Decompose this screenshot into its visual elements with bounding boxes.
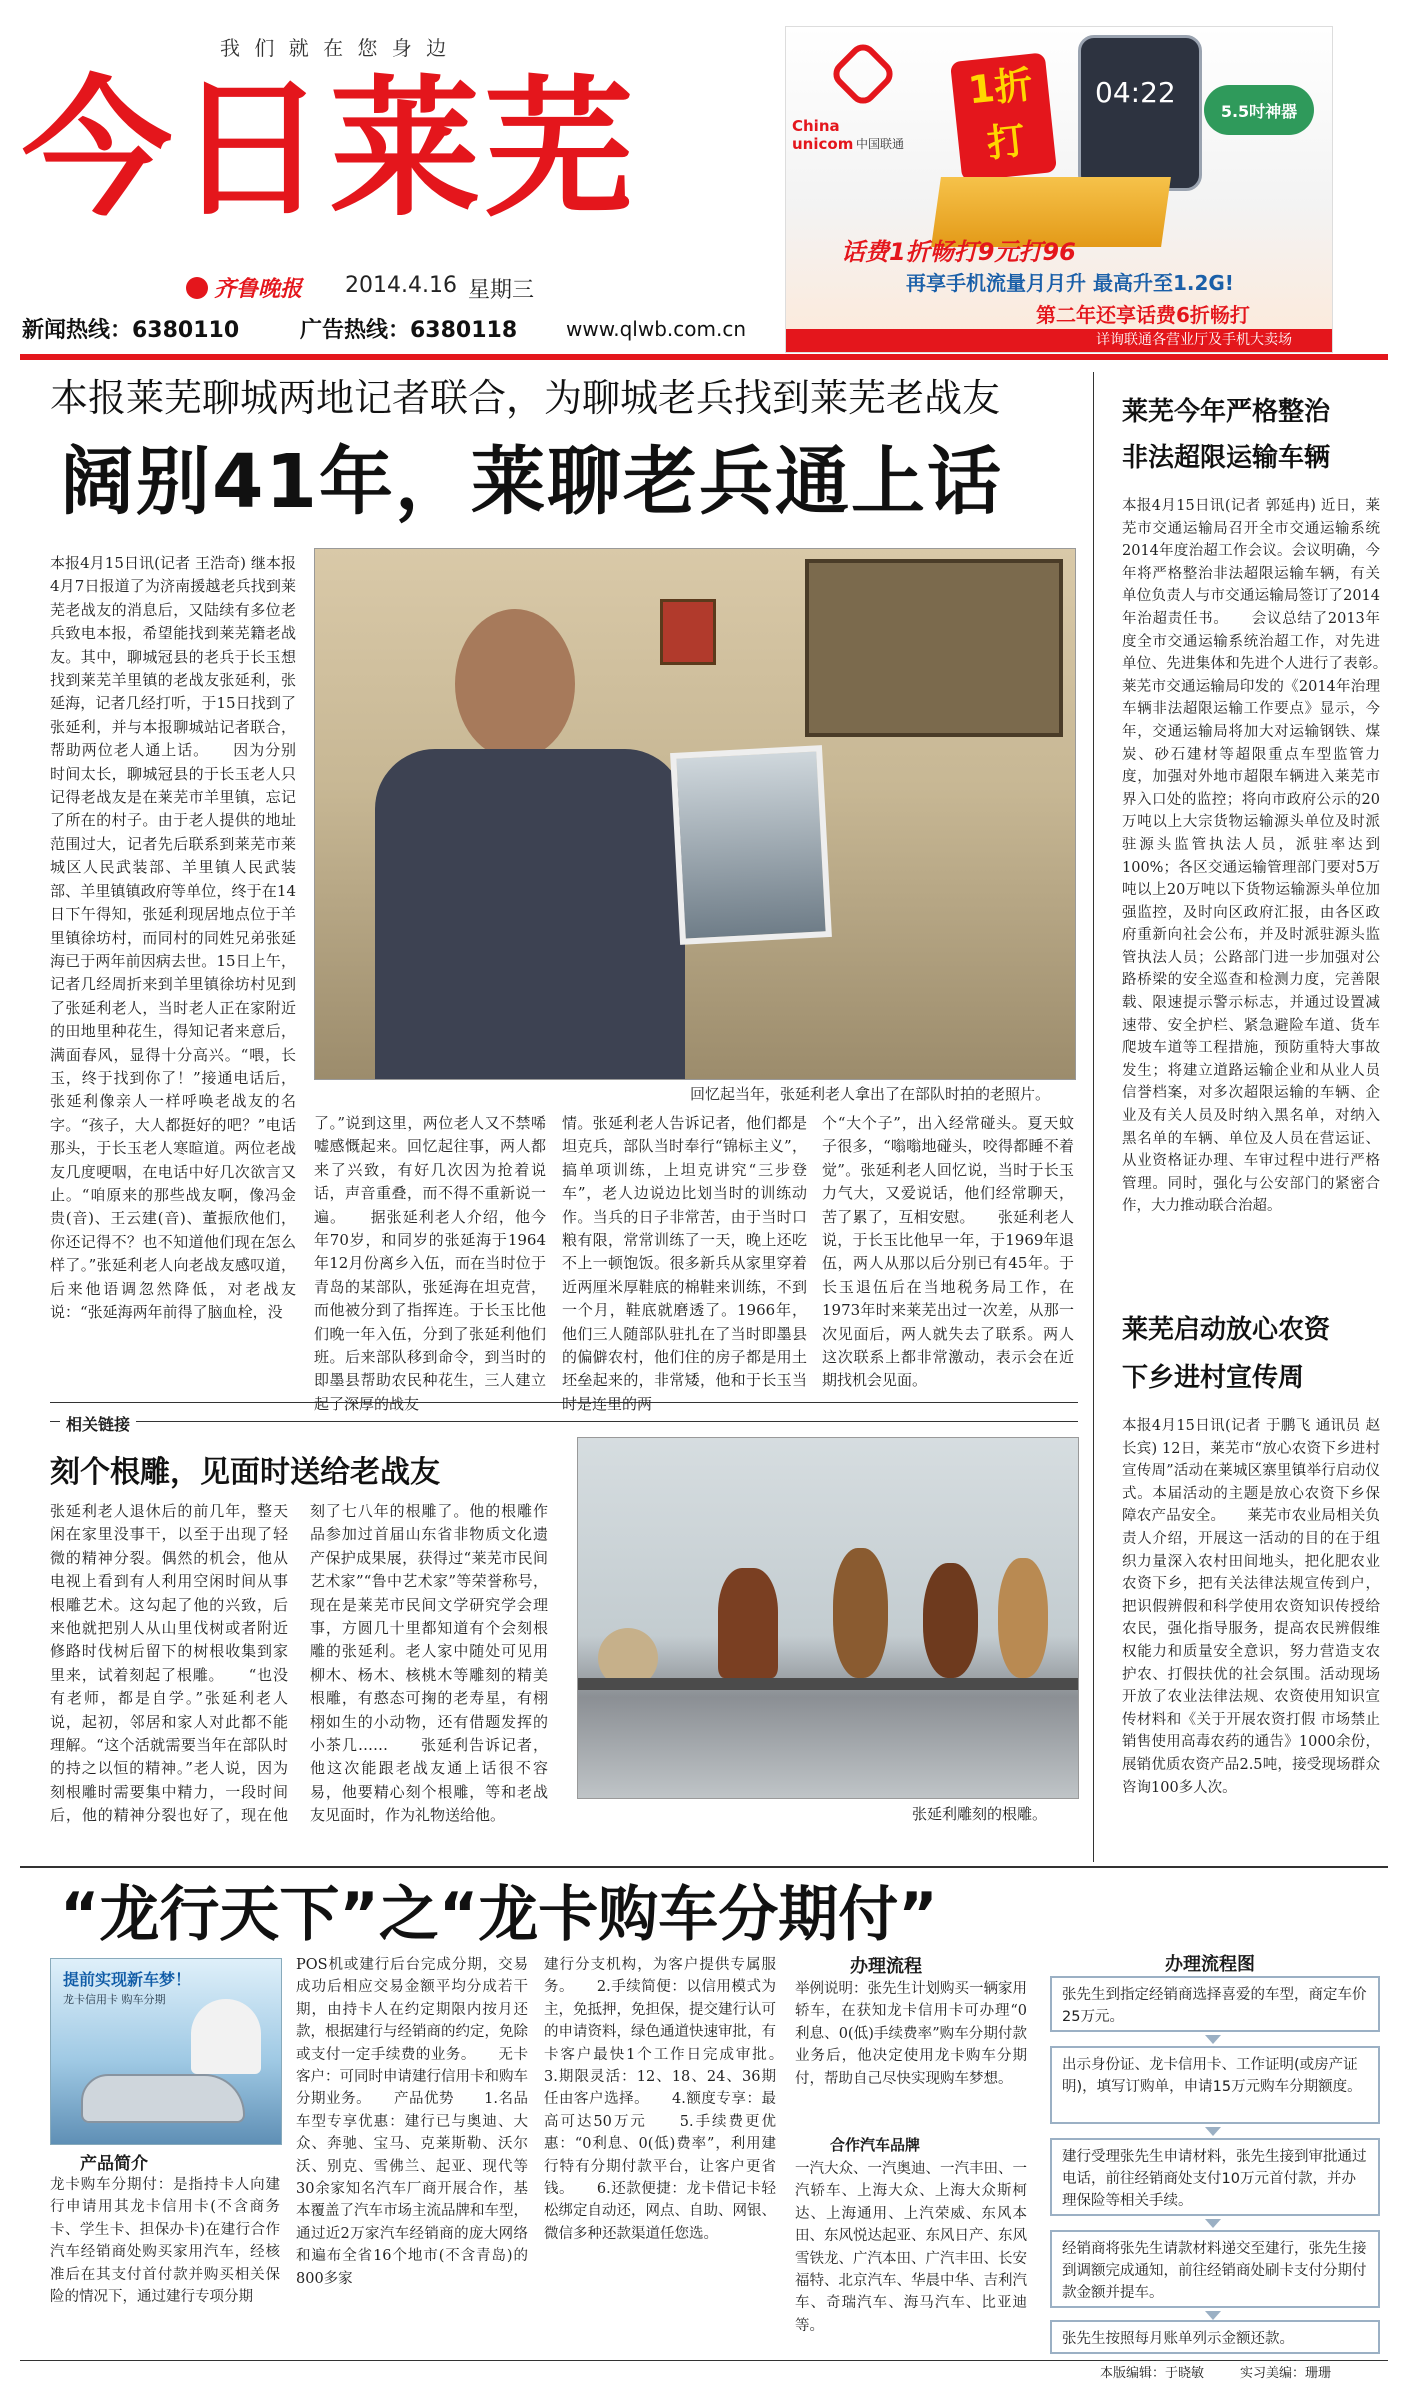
flow-arrow-1 [1205, 2035, 1221, 2044]
flow-arrow-3 [1205, 2219, 1221, 2228]
main-kicker: 本报莱芜聊城两地记者联合，为聊城老兵找到莱芜老战友 [50, 376, 1001, 420]
sidebar-story1-title-1: 莱芜今年严格整治 [1122, 397, 1331, 427]
unicom-logo-en: China unicom [792, 117, 854, 153]
ad-deal-3: 第二年还享话费6折畅打 [1036, 303, 1250, 327]
discount-badge: 1折 打 [950, 52, 1057, 181]
unicom-knot-icon [828, 39, 899, 110]
brand-name: 齐鲁晚报 [214, 276, 303, 302]
masthead-rule [20, 354, 1388, 360]
flow-step-5: 张先生按照每月账单列示金额还款。 [1050, 2320, 1380, 2354]
unicom-ad[interactable] [785, 26, 1333, 353]
related-label: 相关链接 [60, 1412, 136, 1435]
screen-size-badge: 5.5吋神器 [1204, 85, 1314, 135]
issue-date: 2014.4.16 [345, 273, 457, 298]
promo-sub: 龙卡信用卡 购车分期 [63, 1993, 166, 2006]
promo-title: 提前实现新车梦！ [63, 1970, 192, 1989]
masthead-title: 今日莱芜 [22, 63, 639, 237]
bank-col3: 建行分支机构，为客户提供专属服务。 2.手续简便：以信用模式为主，免抵押，免担保，提交建行认可的申请资料，绿色通道快速审批，有卡客户最快1个工作日完成审批。 3.期限灵活：12、18、24、36期任由客户选择。 4.额度专享：最高可达50万元 5.手续费更优惠：“0利息、0(低)费率”，利用建行特有分期付款平台，让客户更省钱。 6.还款便捷：龙卡借记卡轻松绑定自动还，网点、自助、网银、微信多种还款渠道任您选。 [544, 1957, 776, 2242]
bank-process-title: 办理流程 [850, 1956, 922, 1977]
sidebar-story1-body: 本报4月15日讯(记者 郭延冉) 近日，莱芜市交通运输局召开全市交通运输系统2014年度治超工作会议。会议明确，今年将严格整治非法超限运输车辆，有关单位负责人与市交通运输局签订了2014年治超责任书。 会议总结了2013年度全市交通运输系统治超工作，对先进单位、先进集体和先进个人进行了表彰。 莱芜市交通运输局印发的《2014年治理车辆非法超限运输工作要点》显示，今年，交通运输局将加大对运输钢铁、煤炭、砂石建材等超限重点车型监管力度，加强对外地市超限车辆进入莱芜市界入口处的监控；将向市政府公示的20万吨以上大宗货物运输源头单位及时派驻源头监管执法人员，派驻率达到100%；各区交通运输管理部门要对5万吨以上20万吨以下货物运输源头单位加强监控，及时向区政府汇报，由各区政府重新向社会公布，并及时派驻源头监管执法人员；公路部门进一步加强对公路桥梁的安全巡查和检测力度，完善限载、限速提示警示标志，并通过设置减速带、安全护栏、紧急避险车道、货车爬坡车道等工程措施，预防重特大事故发生；将建立道路运输企业和从业人员信誉档案，对多次超限运输的车辆、企业及有关人员及时纳入黑名单，对纳入黑名单的车辆、单位及人员在营运证、从业资格证办理、车审过程中进行严格管理。同时，强化与公安部门的紧密合作，大力推动联合治超。 [1122, 498, 1380, 1215]
related-col1: 张延利老人退休后的前几年，整天闲在家里没事干，以至于出现了轻微的精神分裂。偶然的机会，他从电视上看到有人利用空闲时间从事根雕艺术。这勾起了他的兴致，后来他就把别人从山里伐树或者附近修路时伐树后留下的树根收集到家里来，试着刻起了根雕。 “也没有老师，都是自学。”张延利老人说，起初，邻居和家人对此都不能理解。“这个活就需要当年在部队时的持之以恒的精神。”老人说，因为刻根雕时需要集中精力，一段时间后，他的精神分裂也好了，现在他 [50, 1502, 288, 1825]
flow-title: 办理流程图 [1165, 1954, 1255, 1975]
related-col2: 刻了七八年的根雕了。他的根雕作品参加过首届山东省非物质文化遗产保护成果展，获得过“莱芜市民间艺术家”“鲁中艺术家”等荣誉称号，现在是莱芜市民间文学研究学会理事，方圆几十里都知道有个会刻根雕的张延利。老人家中随处可见用柳木、杨木、核桃木等雕刻的精美根雕，有憨态可掬的老寿星，有栩栩如生的小动物，还有借题发挥的小茶几…… 张延利告诉记者，他这次能跟老战友通上话很不容易，他要精心刻个根雕，等和老战友见面时，作为礼物送给他。 [310, 1502, 548, 1825]
related-photo [577, 1437, 1079, 1799]
main-story-col4: 个“大个子”，出入经常碰头。夏天蚊子很多，“嗡嗡地碰头，咬得都睡不着觉”。张延利老人回忆说，当时于长玉力气大，又爱说话，他们经常聊天，苦了累了，互相安慰。 张延利老人说，于长玉比他早一年，于1969年退伍，两人从那以后分别已有45年。于长玉退伍后在当地税务局工作，在1973年时来莱芜出过一次差，从那一次见面后，两人就失去了联系。两人这次联系上都非常激动，表示会在近期找机会见面。 [822, 1114, 1074, 1390]
sidebar-divider [1093, 372, 1094, 1862]
flow-step-3: 建行受理张先生申请材料，张先生接到审批通过电话，前往经销商处支付10万元首付款，并办理保险等相关手续。 [1050, 2138, 1380, 2216]
bank-intro-body: 龙卡购车分期付：是指持卡人向建行申请用其龙卡信用卡(不含商务卡、学生卡、担保办卡)在建行合作汽车经销商处购买家用汽车，经核准后在其支付首付款并购买相关保险的情况下，通过建行专项分期 [50, 2177, 280, 2306]
sidebar-story2-body: 本报4月15日讯(记者 于鹏飞 通讯员 赵长宾) 12日，莱芜市“放心农资下乡进村宣传周”活动在莱城区寨里镇举行启动仪式。本届活动的主题是放心农资下乡保障农产品安全。 莱芜市农业局相关负责人介绍，开展这一活动的目的在于组织力量深入农村田间地头，把化肥农业农资下乡，把有关法律法规宣传到户，把识假辨假和科学使用农资知识传授给农民，强化指导服务，提高农民辨假维权能力和质量安全意识，努力营造支农护农、打假扶优的社会氛围。活动现场开放了农业法律法规、农资使用知识宣传材料和《关于开展农资打假 市场禁止销售使用高毒农药的通告》1000余份，展销优质农资产品2.5吨，接受现场群众咨询100多人次。 [1122, 1418, 1380, 1796]
bank-intro-title: 产品简介 [80, 2154, 148, 2174]
main-headline: 阔别41年，莱聊老兵通上话 [60, 439, 1003, 525]
carving-shelf [578, 1678, 1078, 1690]
photo-portrait-frame [660, 599, 716, 665]
brand-logo [186, 272, 302, 303]
footer-designer: 实习美编：珊珊 [1240, 2366, 1332, 2381]
footer-rule [20, 2360, 1388, 2361]
sidebar-story2-title-1: 莱芜启动放心农资 [1122, 1315, 1331, 1345]
promo-family [191, 1999, 261, 2074]
photo-man-head [455, 609, 575, 759]
website-link[interactable]: www.qlwb.com.cn [566, 317, 746, 341]
flow-step-1: 张先生到指定经销商选择喜爱的车型，商定车价25万元。 [1050, 1976, 1380, 2032]
phone-image [1078, 35, 1202, 191]
related-label-box [50, 1402, 1078, 1422]
sidebar-story1-title-2: 非法超限运输车辆 [1122, 443, 1331, 473]
flow-arrow-4 [1205, 2311, 1221, 2320]
ad-deal-1: 话费1折畅打9元打96 [841, 238, 1076, 266]
main-story-col3: 情。张延利老人告诉记者，他们都是坦克兵，部队当时奉行“锦标主义”，搞单项训练，上坦克讲究“三步登车”，老人边说边比划当时的训练动作。当兵的日子非常苦，由于当时口粮有限，常常训练了一天，晚上还吃不上一顿饱饭。很多新兵从家里穿着近两厘米厚鞋底的棉鞋来训练，不到一个月，鞋底就磨透了。1966年，他们三人随部队驻扎在了当时即墨县的偏僻农村，他们住的房子都是用土坯垒起来的，非常矮，他和于长玉当时是连里的两 [562, 1114, 807, 1413]
unicom-logo-cn: 中国联通 [856, 137, 905, 151]
bank-brands-body: 一汽大众、一汽奥迪、一汽丰田、一汽轿车、上海大众、上海大众斯柯达、上海通用、上汽荣威、东风本田、东风悦达起亚、东风日产、东风雪铁龙、广汽本田、广汽丰田、长安福特、北京汽车、华晨中华、吉利汽车、奇瑞汽车、海马汽车、比亚迪等。 [795, 2161, 1027, 2334]
ad-hotline: 广告热线：6380118 [300, 318, 518, 343]
photo-old-portrait [670, 745, 832, 945]
root-carving-4 [998, 1558, 1048, 1678]
flow-arrow-2 [1205, 2127, 1221, 2136]
main-story-col1: 本报4月15日讯(记者 王浩奇) 继本报4月7日报道了为济南援越老兵找到莱芜老战友的消息后，又陆续有多位老兵致电本报，希望能找到莱芜籍老战友。其中，聊城冠县的老兵于长玉想找到莱芜羊里镇的老战友张延利，张延海，记者几经打听，于15日找到了张延利，并与本报聊城站记者联合，帮助两位老人通上话。 因为分别时间太长，聊城冠县的于长玉老人只记得老战友是在莱芜市羊里镇，忘记了所在的村子。由于老人提供的地址范围过大，记者先后联系到莱芜市莱城区人民武装部、羊里镇人民武装部、羊里镇镇政府等单位，终于在14日下午得知，张延利现居地点位于羊里镇徐坊村，而同村的同姓兄弟张延海已于两年前因病去世。15日上午，记者几经周折来到羊里镇徐坊村见到了张延利老人，当时老人正在家附近的田地里种花生，得知记者来意后，满面春风，显得十分高兴。“喂，长玉，终于找到你了！”接通电话后，张延利像亲人一样呼唤老战友的名字。“孩子，大人都挺好的吧？”电话那头，于长玉老人寒暄道。两位老战友几度哽咽，在电话中好几次欲言又止。“咱原来的那些战友啊，像冯金贵(音)、王云建(音)、董振欣他们，你还记得不？也不知道他们现在怎么样了。”张延利老人向老战友感叹道，后来他语调忽然降低，对老战友说：“张延海两年前得了脑血栓，没 [50, 554, 296, 1321]
footer-editor: 本版编辑：于晓敏 [1100, 2366, 1205, 2381]
promo-car [81, 2074, 245, 2123]
bank-ad-headline: “龙行天下”之“龙卡购车分期付” [60, 1880, 938, 1950]
main-photo-caption: 回忆起当年，张延利老人拿出了在部队时拍的老照片。 [690, 1085, 1051, 1103]
photo-window [805, 559, 1063, 737]
brand-emblem-icon [186, 277, 208, 299]
phone-clock: 04:22 [1095, 76, 1176, 109]
root-carving-2 [833, 1548, 888, 1678]
related-headline: 刻个根雕，见面时送给老战友 [50, 1455, 440, 1490]
bank-process-body: 举例说明：张先生计划购买一辆家用轿车，在获知龙卡信用卡可办理“0利息、0(低)手续费率”购车分期付款业务后，他决定使用龙卡购车分期付，帮助自己尽快实现购车梦想。 [795, 1981, 1027, 2087]
ad-deal-2: 再享手机流量月月升 最高升至1.2G! [906, 271, 1234, 295]
bank-promo-image [50, 1958, 282, 2145]
bank-col2: POS机或建行后台完成分期，交易成功后相应交易金额平均分成若干期，由持卡人在约定期限内按月还款，根据建行与经销商的约定，免除或支付一定手续费的业务。 无卡客户：可同时申请建行信用卡和购车分期业务。 产品优势 1.名品车型专享优惠：建行已与奥迪、大众、奔驰、宝马、克莱斯勒、沃尔沃、别克、雪佛兰、起亚、现代等30余家知名汽车厂商开展合作，基本覆盖了汽车市场主流品牌和车型，通过近2万家汽车经销商的庞大网络和遍布全省16个地市(不含青岛)的800多家 [296, 1957, 528, 2287]
root-carving-3 [923, 1563, 978, 1678]
related-photo-caption: 张延利雕刻的根雕。 [912, 1805, 1048, 1823]
news-hotline: 新闻热线：6380110 [22, 318, 240, 343]
flow-step-4: 经销商将张先生请款材料递交至建行，张先生接到调额完成通知，前往经销商处刷卡支付分期付款金额并提车。 [1050, 2230, 1380, 2308]
main-photo [314, 548, 1076, 1080]
ad-footer-bar: 详询联通各营业厅及手机大卖场 [786, 329, 1332, 352]
root-carving-1 [718, 1568, 778, 1678]
flow-step-2: 出示身份证、龙卡信用卡、工作证明(或房产证明)，填写订购单，申请15万元购车分期额度。 [1050, 2046, 1380, 2124]
main-story-col2: 了。”说到这里，两位老人又不禁唏嘘感慨起来。回忆起往事，两人都来了兴致，有好几次因为抢着说话，声音重叠，而不得不重新说一遍。 据张延利老人介绍，他今年70岁，和同岁的张延海于1964年12月份离乡入伍，而在当时位于青岛的某部队，张延海在坦克营，而他被分到了指挥连。于长玉比他们晚一年入伍，分到了张延利他们班。后来部队移到命令，到当时的即墨县帮助农民种花生，三人建立起了深厚的战友 [314, 1114, 546, 1413]
masthead-slogan: 我 们 就 在 您 身 边 [220, 36, 451, 60]
sidebar-story2-title-2: 下乡进村宣传周 [1122, 1363, 1305, 1393]
issue-weekday: 星期三 [468, 278, 535, 303]
photo-man-body [375, 749, 685, 1079]
bank-brands-title: 合作汽车品牌 [830, 2136, 921, 2154]
bank-ad-top-rule [20, 1866, 1388, 1868]
